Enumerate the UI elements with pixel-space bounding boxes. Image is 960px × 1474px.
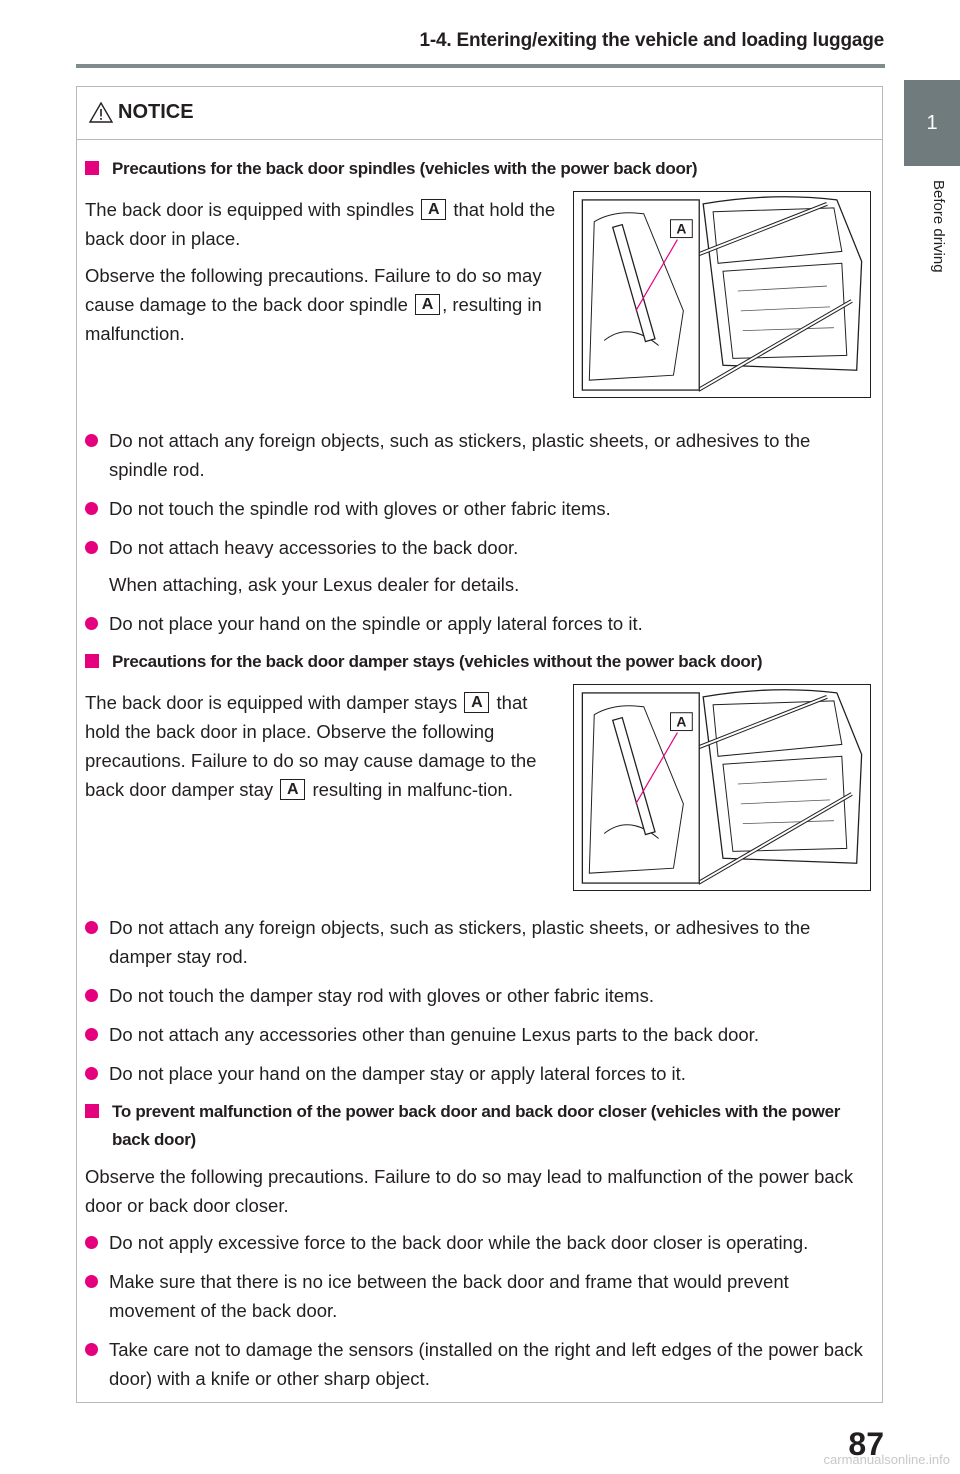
list-item: Take care not to damage the sensors (installed on the right and left edges of the power back door) with a knife or other sharp object. bbox=[85, 1335, 871, 1393]
bullet-dot-icon bbox=[85, 1067, 98, 1080]
spindles-intro bbox=[85, 191, 871, 398]
list-item: Do not touch the damper stay rod with gloves or other fabric items. bbox=[85, 981, 871, 1010]
spindle-illustration bbox=[573, 191, 871, 398]
square-bullet-icon bbox=[85, 161, 99, 175]
bullet-dot-icon bbox=[85, 921, 98, 934]
figure-callout-label: A bbox=[676, 220, 687, 237]
spindles-intro-p2: Observe the following precautions. Failure to do so may cause damage to the back door spindle A , resulting in malfunction. bbox=[85, 265, 542, 344]
list-item: Do not attach heavy accessories to the back door. bbox=[85, 533, 871, 562]
list-item: Do not apply excessive force to the back door while the back door closer is operating. bbox=[85, 1228, 871, 1257]
bullet-dot-icon bbox=[85, 1028, 98, 1041]
section-heading-dampers: Precautions for the back door damper stays (vehicles without the power back door) bbox=[85, 648, 871, 676]
callout-badge: A bbox=[415, 294, 440, 315]
list-item-note: When attaching, ask your Lexus dealer for details. bbox=[109, 574, 520, 595]
list-item: Do not attach any accessories other than genuine Lexus parts to the back door. bbox=[85, 1020, 871, 1049]
notice-content bbox=[85, 147, 871, 1403]
list-item: Do not attach any foreign objects, such as stickers, plastic sheets, or adhesives to the damper stay rod. bbox=[85, 913, 871, 971]
bullet-dot-icon bbox=[85, 989, 98, 1002]
section-heading-spindles: Precautions for the back door spindles (vehicles with the power back door) bbox=[85, 155, 871, 183]
notice-box bbox=[76, 86, 883, 1403]
header-rule bbox=[76, 64, 885, 68]
list-item: Do not attach any foreign objects, such as stickers, plastic sheets, or adhesives to the spindle rod. bbox=[85, 426, 871, 484]
notice-header bbox=[77, 87, 882, 140]
bullet-dot-icon bbox=[85, 1275, 98, 1288]
warning-triangle-icon bbox=[89, 102, 113, 123]
callout-badge: A bbox=[464, 692, 489, 713]
chapter-tab bbox=[904, 80, 960, 166]
bullet-dot-icon bbox=[85, 1236, 98, 1249]
figure-callout-label: A bbox=[676, 713, 687, 730]
list-item: Make sure that there is no ice between the back door and frame that would prevent movement of the back door. bbox=[85, 1267, 871, 1325]
list-item: Do not touch the spindle rod with gloves or other fabric items. bbox=[85, 494, 871, 523]
bullet-dot-icon bbox=[85, 502, 98, 515]
list-item: Do not place your hand on the spindle or apply lateral forces to it. bbox=[85, 609, 871, 638]
chapter-label: Before driving bbox=[930, 180, 947, 273]
bullet-dot-icon bbox=[85, 434, 98, 447]
callout-badge: A bbox=[421, 199, 446, 220]
section-heading-malfunction: To prevent malfunction of the power back door and back door closer (vehicles with the power back door) bbox=[85, 1098, 871, 1154]
bullet-dot-icon bbox=[85, 541, 98, 554]
watermark: carmanualsonline.info bbox=[823, 1452, 950, 1467]
bullet-dot-icon bbox=[85, 617, 98, 630]
dampers-intro bbox=[85, 684, 871, 891]
spindles-intro-p1: The back door is equipped with spindles A that hold the back door in place. bbox=[85, 199, 556, 249]
callout-badge: A bbox=[280, 779, 305, 800]
page-number: 87 bbox=[848, 1426, 884, 1462]
dampers-intro-p: The back door is equipped with damper stays A that hold the back door in place. Observe the following precautions. Failure to do so may cause damage to the back door damper stay A resulting in malfunc-tion. bbox=[85, 692, 537, 800]
bullet-dot-icon bbox=[85, 1343, 98, 1356]
malfunction-intro: Observe the following precautions. Failure to do so may lead to malfunction of the power back door or back door closer. bbox=[85, 1166, 854, 1216]
square-bullet-icon bbox=[85, 1104, 99, 1118]
damper-stay-illustration bbox=[573, 684, 871, 891]
running-header: 1-4. Entering/exiting the vehicle and loading luggage bbox=[419, 30, 884, 51]
notice-title: NOTICE bbox=[118, 101, 194, 123]
chapter-number: 1 bbox=[926, 111, 938, 134]
list-item: Do not place your hand on the damper stay or apply lateral forces to it. bbox=[85, 1059, 871, 1088]
square-bullet-icon bbox=[85, 654, 99, 668]
